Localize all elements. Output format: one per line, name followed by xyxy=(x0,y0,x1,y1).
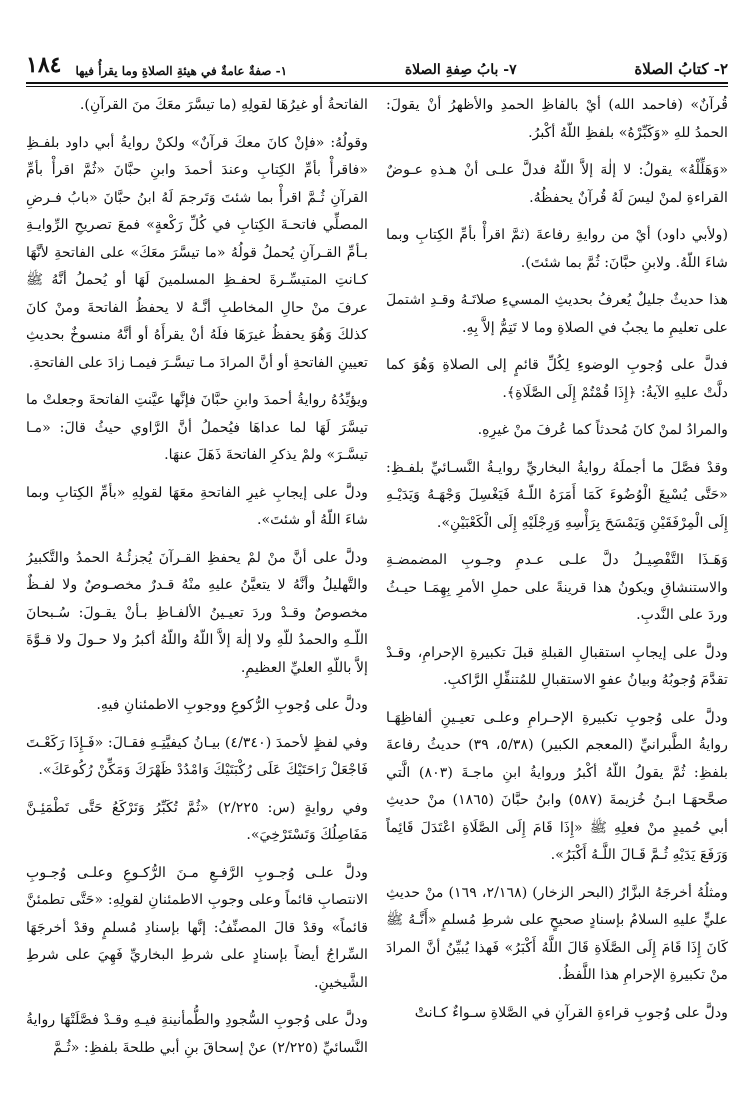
header-left-group xyxy=(26,52,287,78)
paragraph: فدلَّ على وُجوبِ الوضوءِ لِكُلِّ قائمٍ إلى الصلاةِ وَهُوَ كما دلَّتْ عليهِ الآيةُ: ﴿إِذَا قُمْتُمْ إِلَى الصَّلَاةِ﴾. xyxy=(386,357,728,401)
paragraph: وقولُهُ: «فإنْ كانَ معكَ قرآنٌ» ولكنْ روايةُ أبي داود بلفـظِ «فاقرأْ بأمِّ الكِتابِ وعندَ أحمدَ وابنِ حبَّانَ «ثُمَّ اقرأْ بأمِّ القرآنِ ثُـمَّ اقرأْ بما شئتَ وَتَرجمَ لَهُ ابنُ حبَّانَ «بابُ فـرضِ المصلِّي فاتحـةَ الكِتابِ في كُلِّ رَكْعةٍ» فمعَ تصريحِ الرِّوايـةِ بـأمِّ القـرآنِ يُحملُ قولُهُ «ما تيسَّرَ معَكَ» على الفاتحةِ لأنَّهَا كـانتِ المتيسِّـرةَ لحفـظِ المسلمينَ لَهَا أو يُحملُ أنَّهُ ﷺ عرفَ منْ حالِ المخاطبِ أنَّـهُ لا يحفظُ الفاتحةَ ومنْ كانَ كذلكَ وَهُوَ يحفظُ غيرَهَا فلَهُ أنْ يقرأَهُ أو أنَّهُ منسوخٌ بحديثِ تعيينِ الفاتحةِ أو أنَّ المرادَ مـا تيسَّـرَ فيمـا زادَ على الفاتحةِ. xyxy=(26,134,368,371)
paragraph: هذا حديثٌ جليلٌ يُعرفُ بحديثِ المسيءِ صلاتَـهُ وقـدِ اشتملَ على تعليمِ ما يجبُ في الصلاةِ وما لا تَتِمُّ إلاَّ بِهِ. xyxy=(386,292,728,336)
paragraph: ودلَّ على وُجوبِ الرُّكوعِ ووجوبِ الاطمئنانِ فيهِ. xyxy=(96,697,368,713)
paragraph: وفي لفظٍ لأحمدَ (٤/٣٤٠) بيـانُ كيفيَّتِـهِ فقـالَ: «فَـإِذَا رَكَعْـتَ فَاجْعَلْ رَاحَتَيْكَ عَلَى رُكْبَتَيْكَ وَامْدُدْ ظَهْرَكَ وَمَكِّنْ رُكُوعَكَ». xyxy=(26,734,368,778)
paragraph: ودلَّ على إيجابِ استقبالِ القبلةِ قبلَ تكبيرةِ الإحرامِ، وقـدْ تقدَّمَ وُجوبُهُ وبيانُ عفوِ الاستقبالِ للمُتنفِّلِ الرَّاكبِ. xyxy=(386,644,728,688)
section-title: ٧- بابُ صِفةِ الصلاة xyxy=(404,62,517,78)
paragraph: والمرادُ لمنْ كانَ مُحدثاً كما عُرفَ منْ غيرِهِ. xyxy=(477,422,728,438)
paragraph: ودلَّ علـى وُجـوبِ الرَّفـعِ مـنَ الرُّكـوعِ وعلـى وُجـوبِ الانتصابِ قائماً وعلى وجوبِ الاطمئنانِ لقولِهِ: «حَتَّى تطمئنَّ قائماً» وقدْ قالَ المصنِّفُ: إنَّها بإسنادِ مُسلمٍ وقدْ أخرجَهَا السِّراجُ أيضاً بإسنادٍ على شرطِ البخاريِّ فَهِيَ على شرطِ الشَّيخينِ. xyxy=(26,864,368,991)
page-number: ١٨٤ xyxy=(26,52,62,78)
paragraph: ودلَّ على وُجوبِ تكبيرةِ الإحـرامِ وعلـى تعيـينِ ألفاظِهَـا روايةُ الطَّبرانيِّ (المعجم الكبير) (٥/٣٨، ٣٩) حديثُ رفاعةَ بلفظِ: ثُمَّ يقولُ اللّهُ أكْبرُ وروايةُ ابنِ ماجـةَ (٨٠٣) الَّتي صحَّحهَـا ابـنُ خُزيمةَ (٥٨٧) وابنُ حبَّانَ (١٨٦٥) منْ حديثِ أبي حُميدٍ منْ فعلِهِ ﷺ «إِذَا قَامَ إِلَى الصَّلَاةِ اعْتَدَلَ قَائِماً وَرَفَعَ يَدَيْهِ ثُـمَّ قَـالَ اللَّـهُ أَكْبَرُ». xyxy=(386,709,728,863)
left-column xyxy=(26,92,368,1063)
paragraph: ودلَّ على أنَّ منْ لمْ يحفظِ القـرآنَ يُجزئُـهُ الحمدُ والتَّكبيرُ والتَّهليلُ وأنَّهُ لا يتعيَّنُ عليهِ منْهُ قـدرٌ مخصـوصٌ ولا لفـظٌ مخصوصٌ وقـدْ وردَ تعيـينُ الألفـاظِ بـأنْ يقـولَ: سُـبحانَ اللّـهِ والحمدُ للّهِ ولا إلٰهَ إلاَّ اللّهُ واللّهُ أكبرُ ولا حـولَ ولا قـوَّةَ إلاَّ باللّهِ العليِّ العظيمِ. xyxy=(26,549,368,676)
running-header xyxy=(26,44,728,78)
paragraph: قُرآنٌ» (فاحمد الله) أيْ بالفاظِ الحمدِ والأظهرُ أنْ يقولَ: الحمدُ للهِ «وَكَبِّرْهُ» بلفظِ اللّهُ أكْبرُ. xyxy=(386,97,728,141)
paragraph: (ولأبي داود) أيْ من روايةِ رفاعةَ (ثمَّ اقرأْ بأمِّ الكِتابِ وبما شاءَ اللّهُ. ولابنِ حبَّانَ: ثُمَّ بما شئتَ). xyxy=(386,227,728,271)
paragraph: وقدْ فصَّلَ ما أجملَهُ روايةُ البخاريِّ روايـةُ النَّسـائيِّ بلفـظِ: «حَتَّى يُسْبِغَ الْوُضُوءَ كَمَا أَمَرَهُ اللّـهُ فَيَغْسِلَ وَجْهَـهُ وَيَدَيْـهِ إِلَى الْمِرْفَقَيْنِ وَيَمْسَحَ بِرَأْسِهِ وَرِجْلَيْهِ إِلَى الْكَعْبَيْنِ». xyxy=(386,459,728,531)
paragraph: ودلَّ على وُجوبِ قراءةِ القرآنِ في الصَّلاةِ سـواءٌ كـانتْ xyxy=(414,1004,728,1021)
chapter-title: ٢- كتابُ الصلاة xyxy=(634,60,728,78)
paragraph: وفي روايةٍ (س: ٢/٢٢٥) «ثُمَّ تُكَبِّرُ وَتَرْكَعُ حَتَّى تَطْمَئِـنَّ مَفَاصِلُكَ وَتَسْتَرْخِيَ». xyxy=(26,799,368,843)
header-rule xyxy=(26,82,728,87)
subsection-title: ١- صفةٌ عامةٌ في هيئةِ الصلاةِ وما يقرأُ فيها xyxy=(75,64,288,78)
paragraph: «وَهَلِّلْهُ» يقولُ: لا إلٰهَ إلاَّ اللّهُ فدلَّ علـى أنْ هـذهِ عـوضٌ القراءةِ لمنْ ليسَ لَهُ قُرآنٌ يحفظُهُ. xyxy=(386,162,728,206)
paragraph: ويؤيِّدُهُ روايةُ أحمدَ وابنِ حبَّانَ فإنَّها عيَّنتِ الفاتحةَ وجعلتْ ما تيسَّرَ لَهَا لما عداهَا فيُحملُ أنَّ الرَّاوي حيثُ قالَ: «مـا تيسَّـرَ» ولمْ يذكرِ الفاتحةَ ذَهَلَ عنهَا. xyxy=(26,392,368,463)
paragraph: وَهَـذَا التَّفْصِيـلُ دلَّ علـى عـدمِ وجـوبِ المضمضـةِ والاستنشاقِ ويكونُ هذا قرينةً على حملِ الأمرِ بِهِمَـا حيـثُ وردَ على النَّدبِ. xyxy=(386,552,728,623)
right-column xyxy=(386,92,728,1063)
paragraph: ودلَّ على وُجوبِ السُّجودِ والطُّمأنينةِ فيـهِ وقـدْ فصَّلَتْهَا روايةُ النَّسائيِّ (٢/٢٢٥) عنْ إسحاقَ بنِ أبي طلحةَ بلفظِ: «ثُـمَّ xyxy=(26,1012,368,1056)
paragraph: ومثلُهُ أخرجَهُ البزَّارُ (البحر الزخار) (٢/١٦٨، ١٦٩) منْ حديثِ عليٍّ عليهِ السلامُ بإسنادٍ صحيحٍ على شرطِ مُسلمٍ «أَنَّـهُ ﷺ كَانَ إِذَا قَامَ إِلَى الصَّلَاةِ قَالَ اللَّهُ أَكْبَرُ» فَهذا يُبيِّنُ أنَّ المرادَ منْ تكبيرةِ الإحرامِ هذا اللَّفظُ. xyxy=(386,884,728,983)
paragraph: ودلَّ على إيجابِ غيرِ الفاتحةِ معَهَا لقولِهِ «بأمِّ الكِتابِ وبما شاءَ اللّهُ أو شئتَ». xyxy=(26,484,368,528)
paragraph: الفاتحةُ أو غيرُهَا لقولِهِ (ما تيسَّرَ معَكَ منَ القرآنِ). xyxy=(79,97,368,113)
